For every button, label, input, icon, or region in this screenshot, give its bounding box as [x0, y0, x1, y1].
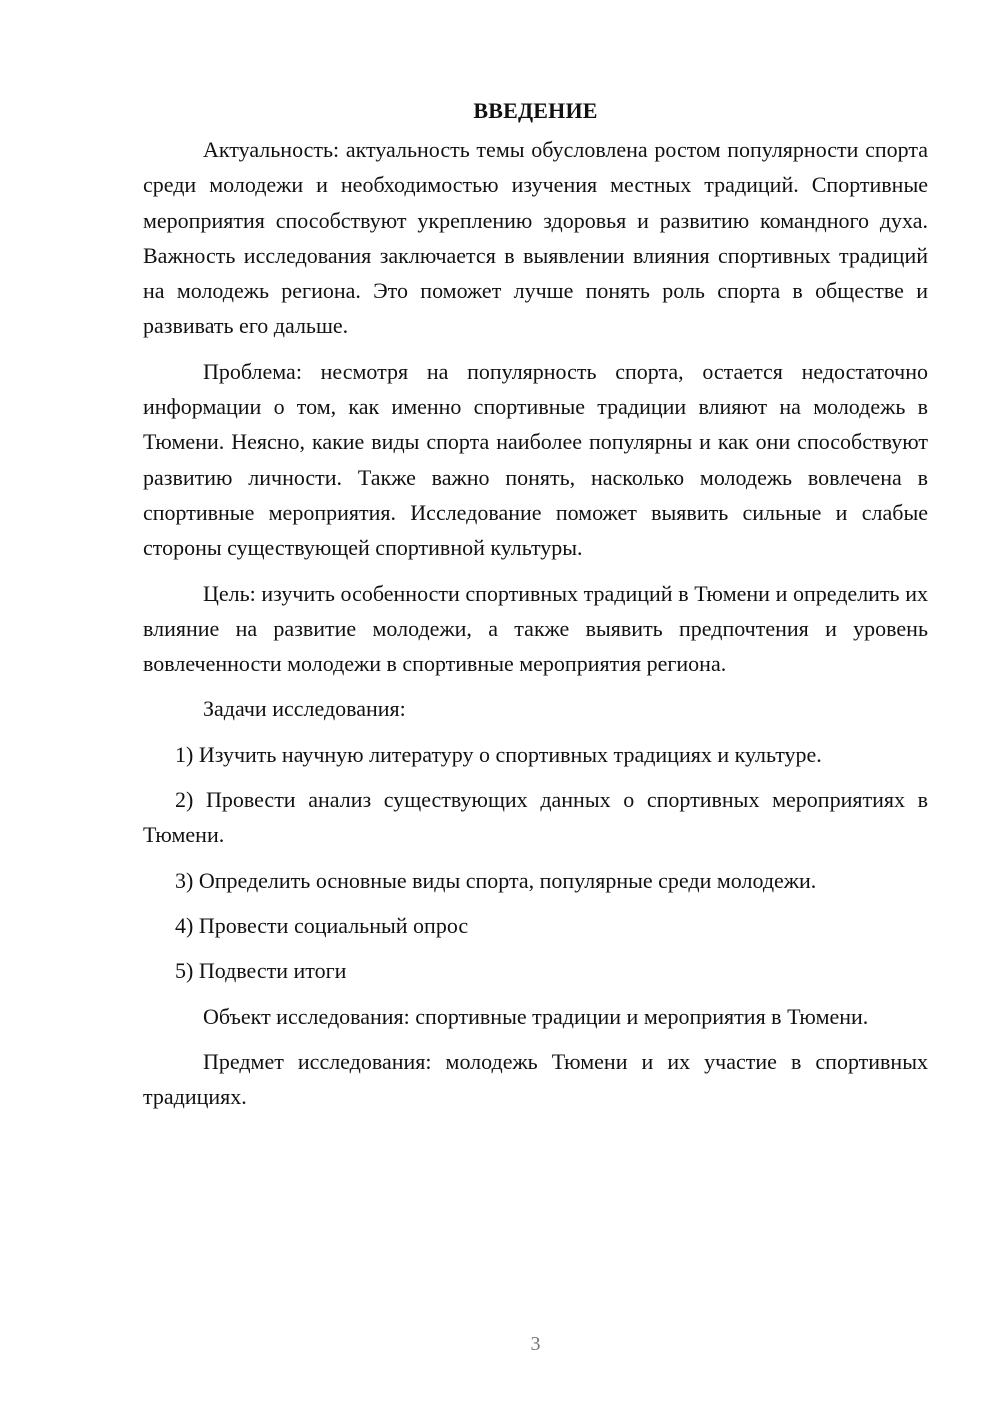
paragraph-problem: Проблема: несмотря на популярность спорта, остается недостаточно информации о том, как именно спортивные традиции влияют на молодежь в Тюмени. Неясно, какие виды спорта наиболее популярны и как они способствуют развитию личности. Также важно понять, насколько молодежь вовлечена в спортивные мероприятия. Исследование поможет выявить сильные и слабые стороны существующей спортивной культуры.	[143, 358, 928, 561]
task-item-4: 4) Провести социальный опрос	[175, 912, 469, 938]
task-item-2: 2) Провести анализ существующих данных о спортивных мероприятиях в Тюмени.	[143, 787, 928, 848]
paragraph-subject: Предмет исследования: молодежь Тюмени и их участие в спортивных традициях.	[143, 1048, 928, 1110]
paragraph-relevance: Актуальность: актуальность темы обусловлена ростом популярности спорта среди молодежи и необходимостью изучения местных традиций. Спортивные мероприятия способствуют укреплению здоровья и развитию командного духа. Важность исследования заключается в выявлении влияния спортивных традиций на молодежь региона. Это поможет лучше понять роль спорта в обществе и развивать его дальше.	[143, 137, 928, 339]
paragraph-goal: Цель: изучить особенности спортивных традиций в Тюмени и определить их влияние на развитие молодежи, а также выявить предпочтения и уровень вовлеченности молодежи в спортивные мероприятия региона.	[143, 580, 928, 677]
task-item-3: 3) Определить основные виды спорта, популярные среди молодежи.	[175, 867, 817, 893]
task-item-5: 5) Подвести итоги	[175, 958, 347, 984]
task-item-1: 1) Изучить научную литературу о спортивных традициях и культуре.	[175, 741, 822, 767]
page-number: 3	[530, 1333, 541, 1355]
tasks-heading: Задачи исследования:	[203, 696, 406, 722]
paragraph-object: Объект исследования: спортивные традиции и мероприятия в Тюмени.	[203, 1003, 869, 1029]
page-body	[143, 93, 928, 1124]
page-title: ВВЕДЕНИЕ	[473, 98, 598, 123]
